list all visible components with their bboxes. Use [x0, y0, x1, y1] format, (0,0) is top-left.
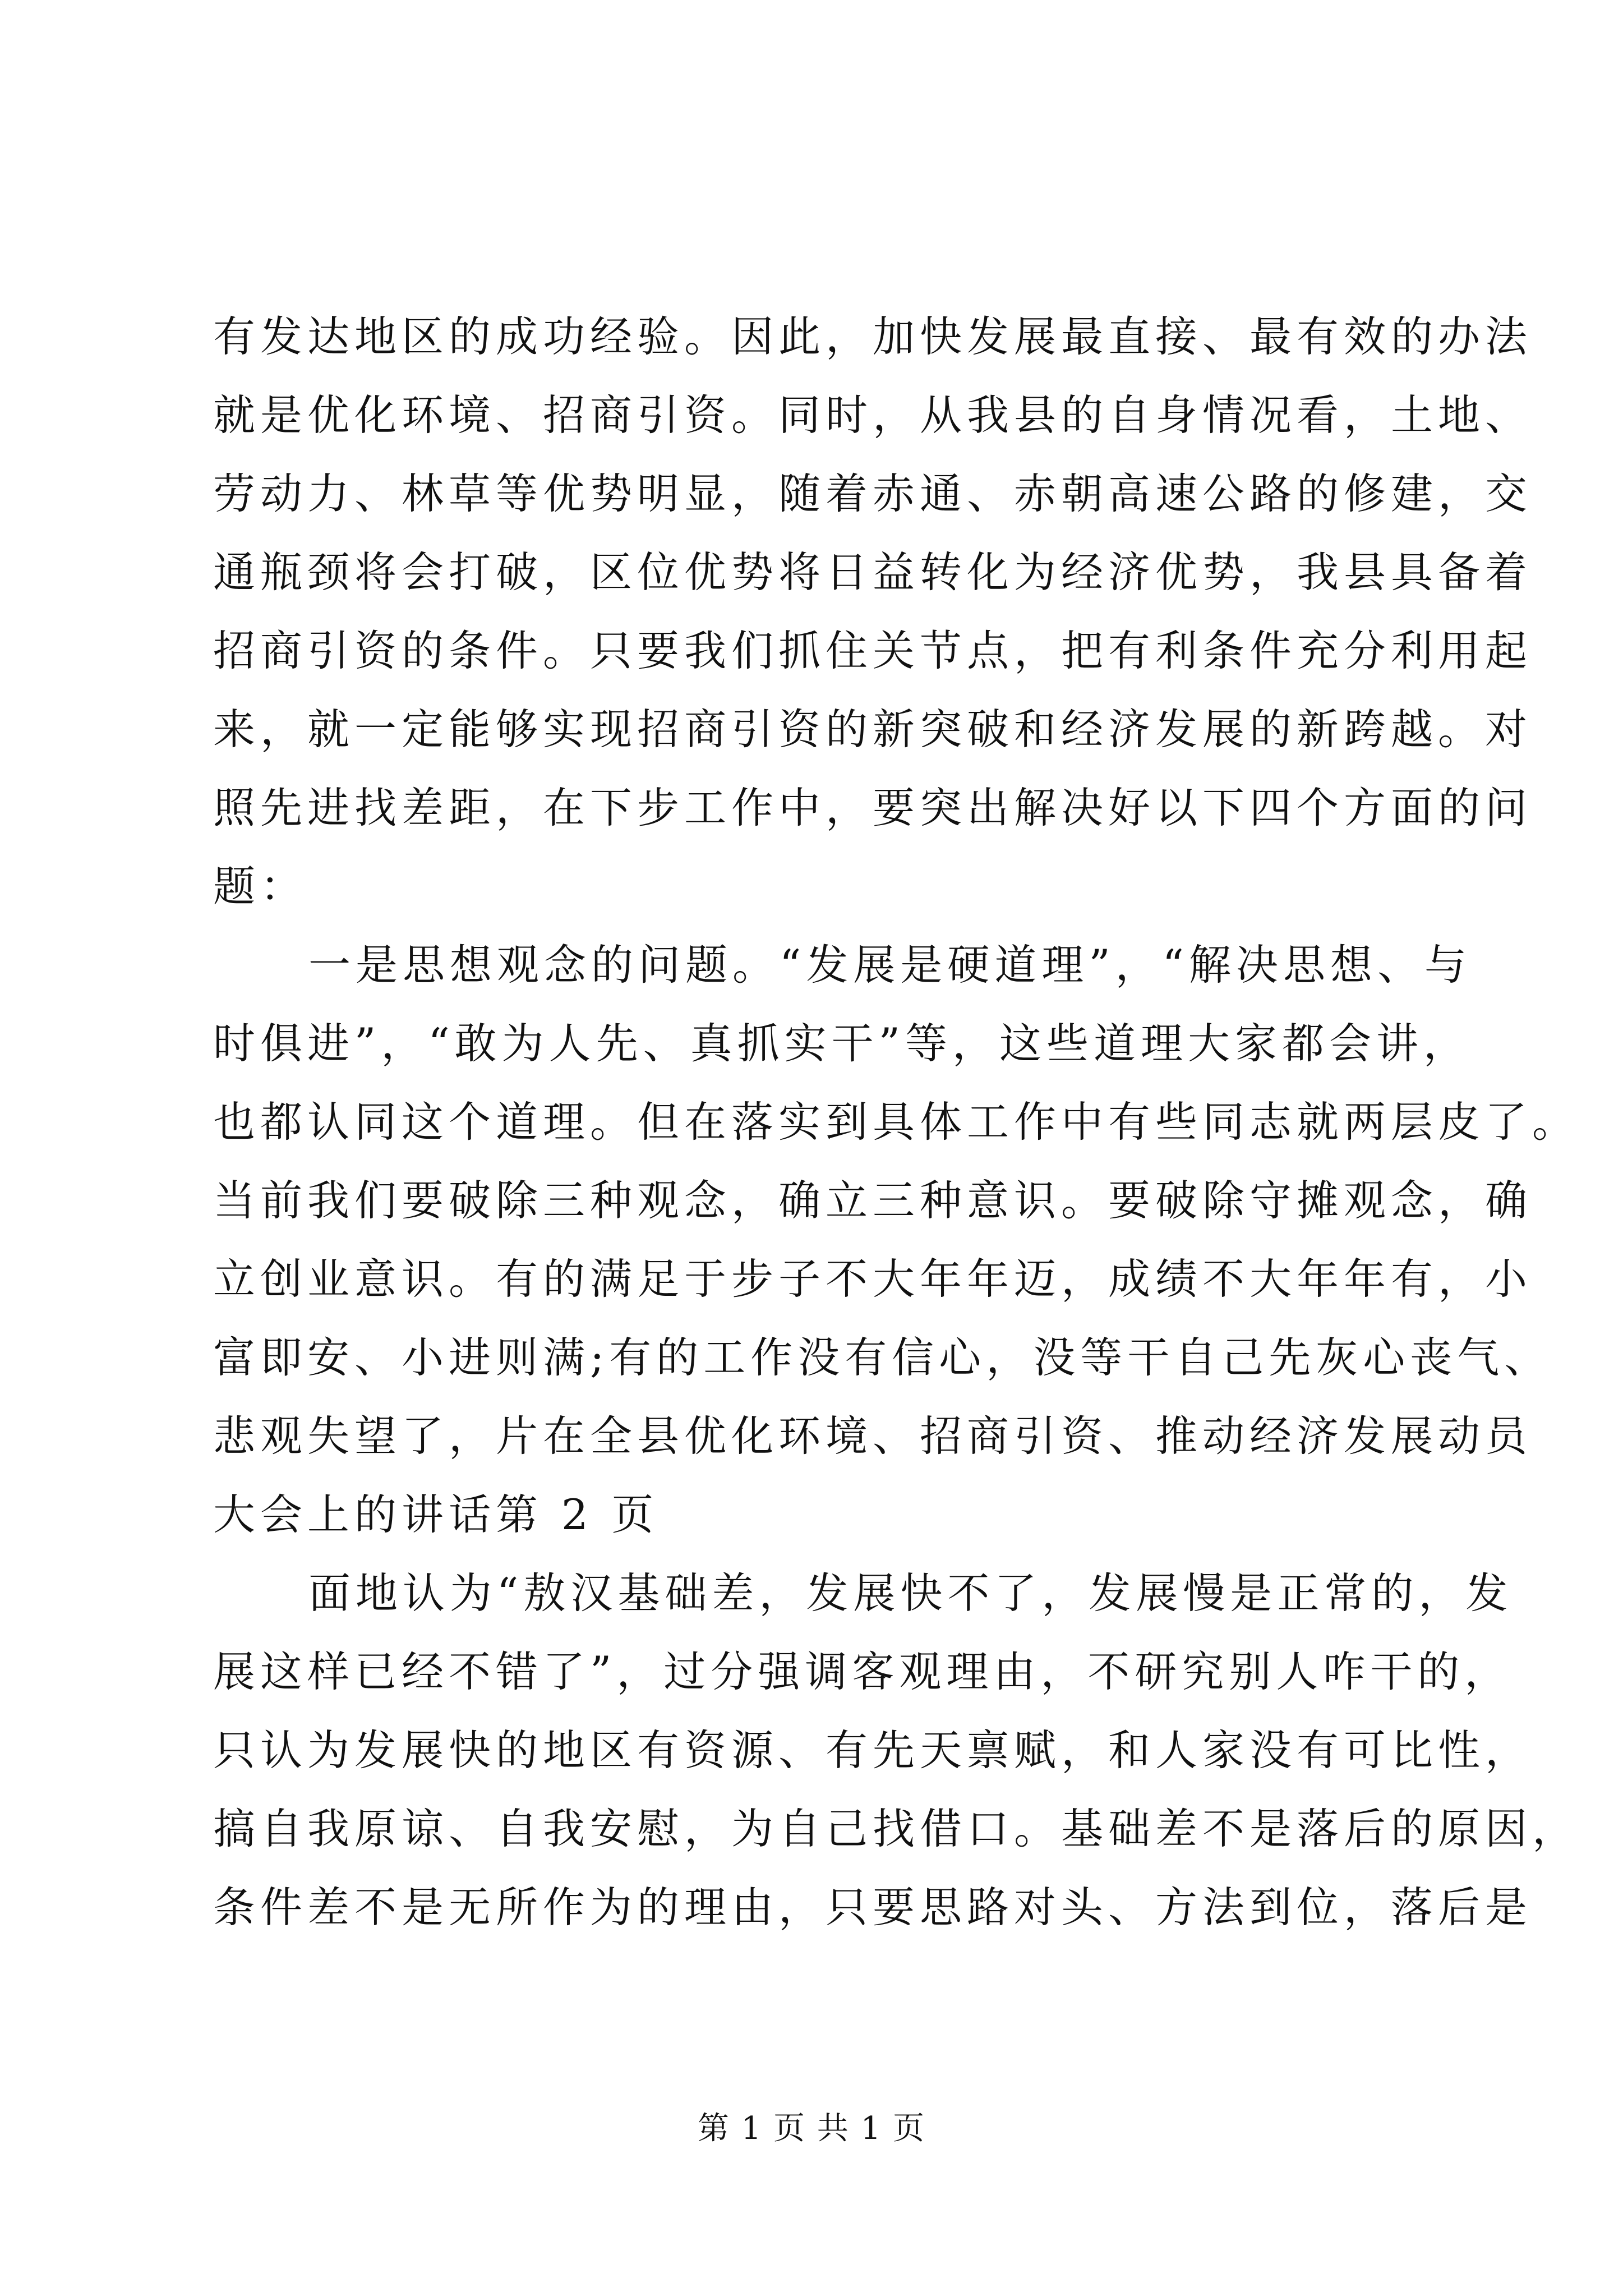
- paragraph-first-line: 面地认为“敖汉基础差，发展快不了，发展慢是正常的，发: [308, 1568, 1513, 1618]
- text-line: 有发达地区的成功经验。因此，加快发展最直接、最有效的办法: [213, 312, 1533, 361]
- text-line: 立创业意识。有的满足于步子不大年年迈，成绩不大年年有，小: [213, 1254, 1533, 1304]
- page-footer: 第 1 页 共 1 页: [697, 2110, 926, 2147]
- text-line: 招商引资的条件。只要我们抓住关节点，把有利条件充分利用起: [213, 626, 1533, 675]
- text-line: 当前我们要破除三种观念，确立三种意识。要破除守摊观念，确: [213, 1176, 1533, 1225]
- text-line: 劳动力、林草等优势明显，随着赤通、赤朝高速公路的修建，交: [213, 469, 1533, 518]
- text-line: 也都认同这个道理。但在落实到具体工作中有些同志就两层皮了。: [213, 1097, 1580, 1147]
- text-line: 只认为发展快的地区有资源、有先天禀赋，和人家没有可比性，: [213, 1726, 1533, 1775]
- text-line: 时俱进”，“敢为人先、真抓实干”等，这些道理大家都会讲，: [213, 1019, 1471, 1068]
- text-line: 悲观失望了，片在全县优化环境、招商引资、推动经济发展动员: [213, 1411, 1533, 1461]
- body-text: [213, 297, 1580, 1947]
- text-line: 条件差不是无所作为的理由，只要思路对头、方法到位，落后是: [213, 1883, 1533, 1932]
- text-line: 富即安、小进则满;有的工作没有信心，没等干自己先灰心丧气、: [213, 1333, 1552, 1382]
- text-line: 照先进找差距，在下步工作中，要突出解决好以下四个方面的问: [213, 783, 1533, 832]
- text-line: 通瓶颈将会打破，区位优势将日益转化为经济优势，我县具备着: [213, 547, 1533, 597]
- paragraph-first-line: 一是思想观念的问题。“发展是硬道理”，“解决思想、与: [308, 940, 1472, 990]
- text-line: 展这样已经不错了”，过分强调客观理由，不研究别人咋干的，: [213, 1647, 1512, 1696]
- text-line: 大会上的讲话第 2 页: [213, 1490, 659, 1539]
- text-line: 题：: [213, 862, 308, 911]
- text-line: 就是优化环境、招商引资。同时，从我县的自身情况看，土地、: [213, 390, 1533, 440]
- text-line: 搞自我原谅、自我安慰，为自己找借口。基础差不是落后的原因，: [213, 1804, 1580, 1853]
- text-line: 来，就一定能够实现招商引资的新突破和经济发展的新跨越。对: [213, 705, 1533, 754]
